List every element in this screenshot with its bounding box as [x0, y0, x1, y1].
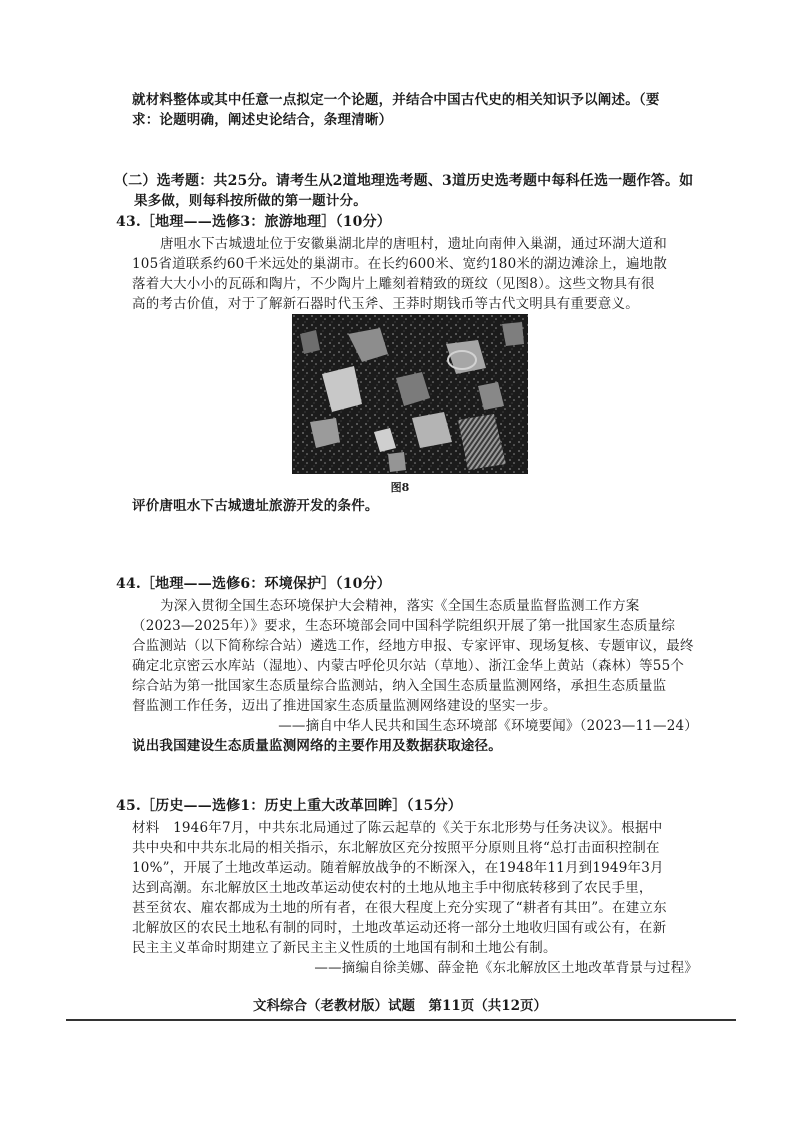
q44-para-line-4: 确定北京密云水库站（湿地）、内蒙古呼伦贝尔站（草地）、浙江金华上黄站（森林）等55个	[132, 658, 685, 674]
q44-para-line-2: （2023—2025年）》要求，生态环境部会同中国科学院组织开展了第一批国家生态质量综	[132, 618, 676, 634]
q44-question: 说出我国建设生态质量监测网络的主要作用及数据获取途径。	[132, 738, 502, 754]
q43-para-line-2: 105省道联系约60千米远处的巢湖市。在长约600米、宽约180米的湖边滩涂上，遍地散	[132, 256, 668, 272]
q45-para-line-4: 达到高潮。东北解放区土地改革运动使农村的土地从地主手中彻底转移到了农民手里，	[132, 880, 653, 896]
q45-title: 45.［历史——选修1：历史上重大改革回眸］（15分）	[116, 798, 462, 814]
q44-para-line-3: 合监测站（以下简称综合站）遴选工作，经地方申报、专家评审、现场复核、专题审议，最终	[132, 638, 694, 654]
q45-para-line-6: 北解放区的农民土地私有制的同时，土地改革运动还将一部分土地收归国有或公有，在新	[132, 920, 667, 936]
q45-para-line-2: 共中央和中共东北局的相关指示，东北解放区充分按照平分原则且将“总打击面积控制在	[132, 840, 660, 856]
q43-question: 评价唐咀水下古城遗址旅游开发的条件。	[132, 498, 379, 514]
q43-title: 43.［地理——选修3：旅游地理］（10分）	[116, 214, 391, 230]
section-2-line-1: （二）选考题：共25分。请考生从2道地理选考题、3道历史选考题中每科任选一题作答。如	[114, 173, 694, 189]
q45-para-line-7: 民主主义革命时期建立了新民主主义性质的土地国有制和土地公有制。	[132, 940, 557, 956]
q44-para-line-1: 为深入贯彻全国生态环境保护大会精神，落实《全国生态质量监督监测工作方案	[160, 598, 640, 614]
figure-8-caption: 图8	[390, 481, 410, 494]
q43-para-line-4: 高的考古价值，对于了解新石器时代玉斧、王莽时期钱币等古代文明具有重要意义。	[132, 296, 639, 312]
q43-para-line-1: 唐咀水下古城遗址位于安徽巢湖北岸的唐咀村，遗址向南伸入巢湖，通过环湖大道和	[160, 236, 667, 252]
q45-para-line-5: 甚至贫农、雇农都成为土地的所有者，在很大程度上充分实现了“耕者有其田”。在建立东	[132, 900, 667, 916]
q44-para-line-6: 督监测工作任务，迈出了推进国家生态质量监测网络建设的坚实一步。	[132, 698, 557, 714]
footer-rule	[66, 1019, 736, 1021]
q44-title: 44.［地理——选修6：环境保护］（10分）	[116, 576, 391, 592]
q44-source: ——摘自中华人民共和国生态环境部《环境要闻》（2023—11—24）	[278, 718, 698, 734]
q43-para-line-3: 落着大大小小的瓦砾和陶片，不少陶片上雕刻着精致的斑纹（见图8）。这些文物具有很	[132, 276, 655, 292]
q44-para-line-5: 综合站为第一批国家生态质量综合监测站，纳入全国生态质量监测网络，承担生态质量监	[132, 678, 667, 694]
intro-line-2: 求：论题明确，阐述史论结合，条理清晰）	[132, 112, 393, 128]
intro-line-1: 就材料整体或其中任意一点拟定一个论题，并结合中国古代史的相关知识予以阐述。（要	[132, 92, 660, 108]
section-2-line-2: 果多做，则每科按所做的第一题计分。	[134, 193, 367, 209]
q45-para-line-3: 10%”，开展了土地改革运动。随着解放战争的不断深入，在1948年11月到1949年3月	[132, 860, 664, 876]
q45-para-line-1: 材料 1946年7月，中共东北局通过了陈云起草的《关于东北形势与任务决议》。根据中	[132, 820, 663, 836]
figure-8-photo	[292, 314, 528, 474]
q45-source: ——摘编自徐美娜、薛金艳《东北解放区土地改革背景与过程》	[314, 960, 698, 976]
page-footer: 文科综合（老教材版）试题 第11页（共12页）	[252, 998, 548, 1014]
